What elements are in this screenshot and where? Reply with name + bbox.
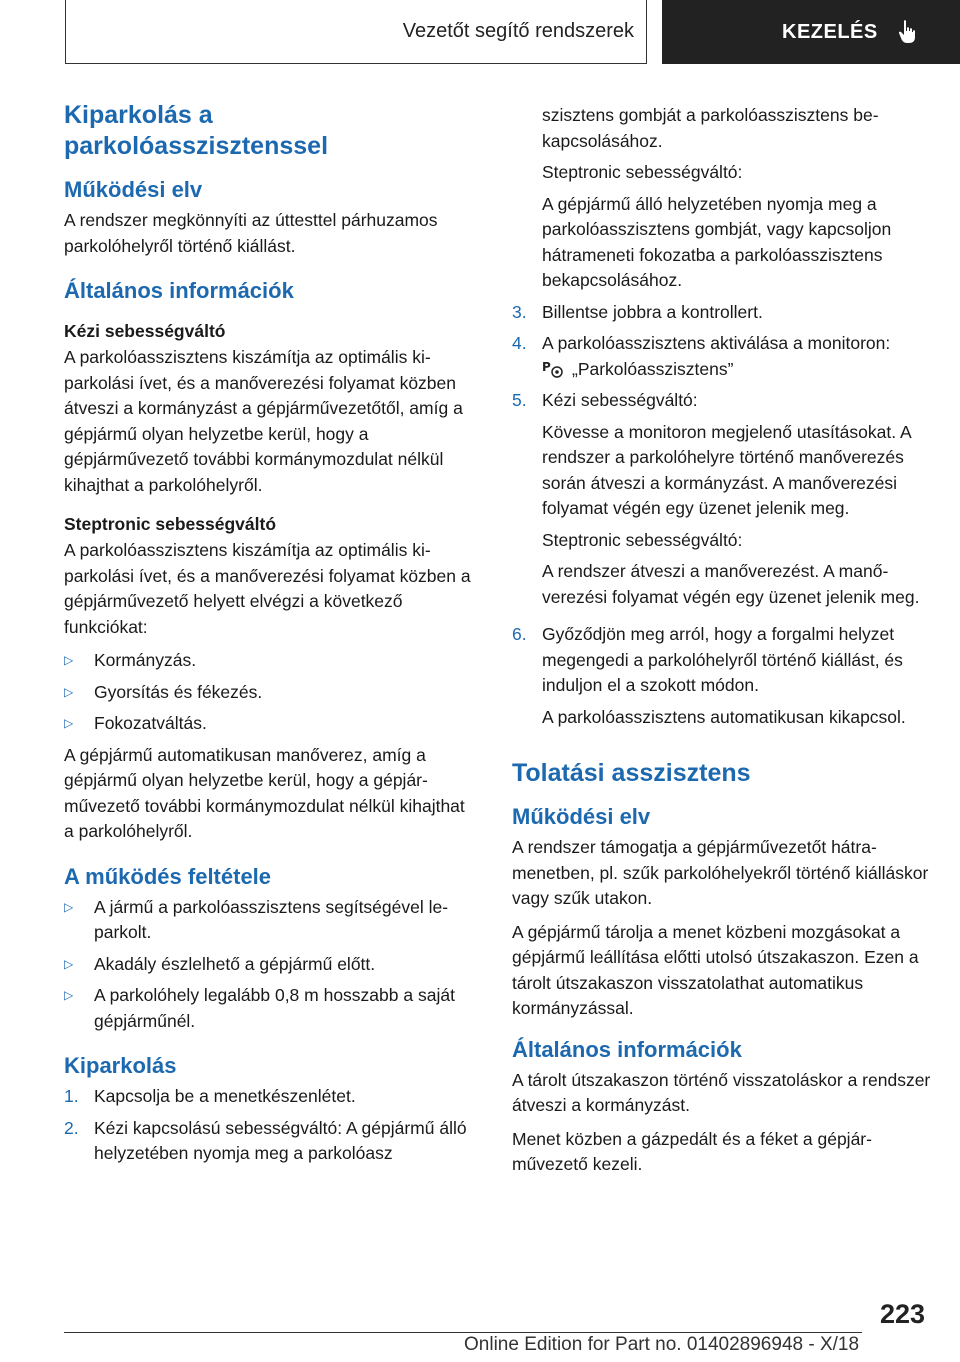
triangle-bullet-icon: ▷ <box>64 988 74 1002</box>
chapter-title: KEZELÉS <box>782 20 878 43</box>
svg-text:P: P <box>542 359 551 374</box>
left-column <box>64 100 479 1173</box>
heading-manual-gearbox: Kézi sebességváltó <box>64 321 226 341</box>
step-item: 3. Billentse jobbra a kontrollert. <box>512 301 763 322</box>
header-chapter-tab <box>662 0 960 64</box>
list-item: ▷ A parkolóhely legalább 0,8 m hosszabb a saját gépjárműnél. <box>64 983 479 1034</box>
triangle-bullet-icon: ▷ <box>64 684 74 699</box>
heading-general-info: Általános információk <box>512 1036 742 1062</box>
heading-conditions: A működés feltétele <box>64 863 272 889</box>
footer-divider <box>64 1332 862 1333</box>
parking-assistant-icon <box>542 359 566 379</box>
step-item: 2. Kézi kapcsolású sebességváltó: A gépjármű álló helyzetében nyomja meg a parkolóasz <box>64 1117 467 1163</box>
page-number: 223 <box>880 1299 926 1329</box>
step-item: 1. Kapcsolja be a menetkészenlétet. <box>64 1086 356 1106</box>
footer-edition: Online Edition for Part no. 01402896948 - X/18 <box>464 1334 860 1355</box>
list-item: ▷ Gyorsítás és fékezés. <box>64 680 479 706</box>
paragraph-principle-1: A rendszer támogatja a gépjárművezetőt hátramenetben, pl. szűk parkolóhelyekről történő kiálláskor vagy szűk utakon. <box>512 837 929 908</box>
list-item: ▷ Fokozatváltás. <box>64 711 479 737</box>
heading-principle: Működési elv <box>512 804 651 829</box>
paragraph-steptronic: A parkolóasszisztens kiszámítja az optimális kiparkolási ívet, és a manőverezési folyamat közben a gépjárművezető helyett elvégzi a következő funkciókat: <box>64 540 471 637</box>
section-title: Vezetőt segítő rendszerek <box>402 20 634 42</box>
step-2-continuation: szisztens gombját a parkolóasszisztens bekapcsolásához. Steptronic sebességváltó: A gépjármű álló helyzetében nyomja meg a parkolóasszisztens gombját, vagy kapcsoljon hátrameneti fokozatba a parkolóasszisztens bekapcsolásához. <box>542 105 892 290</box>
list-item: ▷ Akadály észlelhető a gépjármű előtt. <box>64 952 479 978</box>
paragraph-manual-gearbox: A parkolóasszisztens kiszámítja az optimális kiparkolási ívet, és a manőverezési folyamat közben átveszi a kormányzást a gépjárművezetőtől, amíg a gépjármű olyan helyzetbe kerül, hogy a gépjárművezető további kormánymozdulat nélkül kihajthat a parkolóhelyről. <box>64 347 463 495</box>
heading-exit: Kiparkolás <box>64 1053 177 1078</box>
list-item: ▷ A jármű a parkolóasszisztens segítségével leparkolt. <box>64 895 479 946</box>
triangle-bullet-icon: ▷ <box>64 899 74 914</box>
heading-principle: Működési elv <box>64 177 203 202</box>
heading-steptronic: Steptronic sebességváltó <box>64 514 277 534</box>
heading-general-info: Általános információk <box>64 278 294 303</box>
section-heading-exit-parking: Kiparkolás a parkolóasszisztenssel <box>64 101 329 160</box>
paragraph-general-2: Menet közben a gázpedált és a féket a gépjárművezető kezeli. <box>512 1128 872 1174</box>
section-heading-reverse-assistant: Tolatási asszisztens <box>512 759 751 787</box>
paragraph-principle: A rendszer megkönnyíti az úttesttel párhuzamos parkolóhelyről történő kiállást. <box>64 210 438 256</box>
triangle-bullet-icon: ▷ <box>64 956 74 971</box>
triangle-bullet-icon: ▷ <box>64 716 74 730</box>
paragraph-principle-2: A gépjármű tárolja a menet közbeni mozgásokat a gépjármű leállítása előtti utolsó útszakaszon. Ezen a tárolt útszakaszon visszatolathat automatikus kormányzással. <box>512 921 919 1018</box>
step-item: 4. A parkolóasszisztens aktiválása a monitoron: P „Parkolóasszisztens” <box>512 333 891 379</box>
step-item: 5. Kézi sebességváltó: Kövesse a monitoron megjelenő utasításokat. A rendszer a parkolóhelyre történő manőverezés során átveszi a kormányzást. A manőverezési folyamat végén egy üzenet jelenik meg. Steptronic sebességváltó: A rendszer átveszi a manőverezést. A manőverezési folyamat végén egy üzenet jelenik meg. <box>512 390 920 607</box>
paragraph-auto-maneuver: A gépjármű automatikusan manőverez, amíg a gépjármű olyan helyzetbe kerül, hogy a gépjárművezető további kormánymozdulat nélkül kihajthat a parkolóhelyről. <box>64 744 465 841</box>
header-section-title <box>65 0 647 64</box>
step-item: 6. Győződjön meg arról, hogy a forgalmi helyzet megengedi a parkolóhelyről történő kiállást, és induljon el a szokott módon. A parkolóasszisztens automatikusan kikapcsol. <box>512 624 906 727</box>
triangle-bullet-icon: ▷ <box>64 653 74 667</box>
list-item: ▷ Kormányzás. <box>64 648 479 674</box>
hand-pointer-icon <box>896 19 920 45</box>
paragraph-general-1: A tárolt útszakaszon történő visszatoláskor a rendszer átveszi a kormányzást. <box>512 1069 931 1115</box>
right-column <box>512 103 932 1186</box>
